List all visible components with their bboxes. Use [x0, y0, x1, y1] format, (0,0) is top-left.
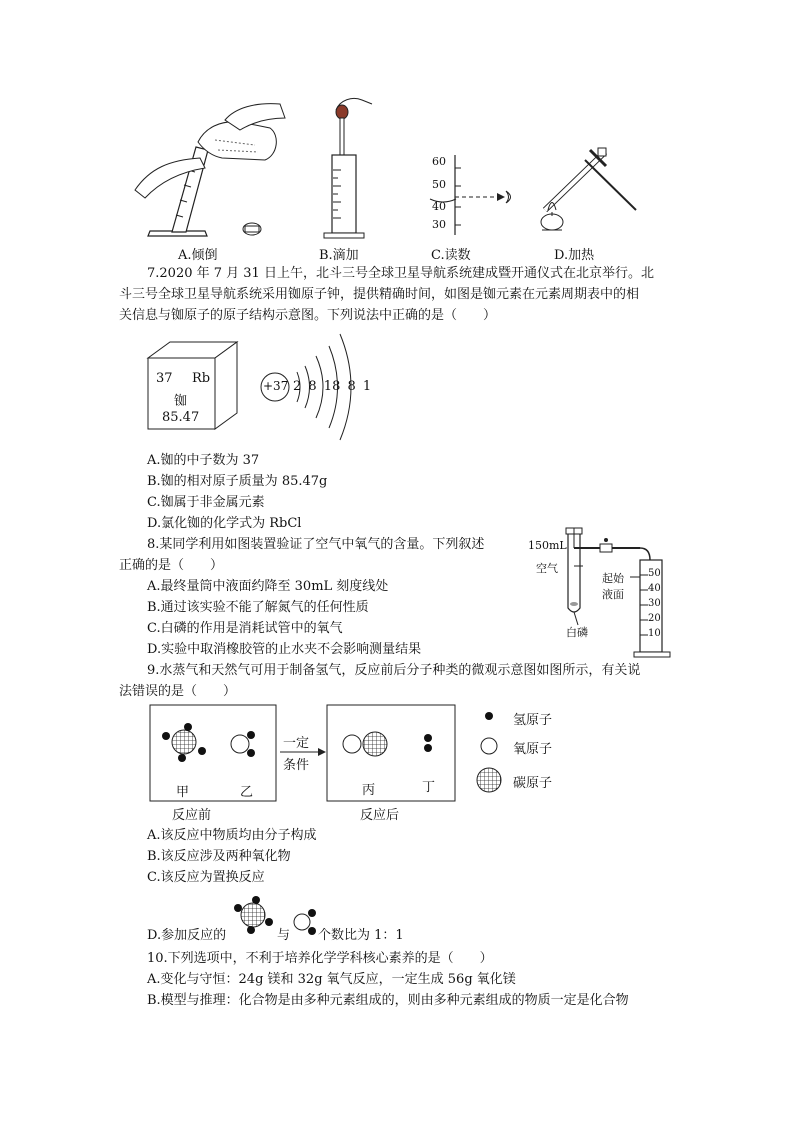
q8-stem-line2: 正确的是（ ） — [119, 558, 224, 573]
start-level-label-1: 起始 — [602, 572, 624, 585]
cylinder-mark-40: 40 — [648, 583, 661, 594]
caption-pouring: A.倾倒 — [178, 248, 218, 263]
element-symbol: Rb — [192, 371, 211, 386]
cylinder-mark-50: 50 — [648, 568, 661, 579]
scale-label-50: 50 — [432, 178, 446, 191]
cylinder-mark-10: 10 — [648, 628, 661, 639]
condition-bottom: 条件 — [283, 758, 310, 773]
air-label: 空气 — [536, 562, 558, 575]
molecule-ding: 丁 — [422, 780, 436, 795]
caption-heating: D.加热 — [554, 248, 595, 263]
after-label: 反应后 — [360, 808, 400, 823]
molecule-yi: 乙 — [240, 785, 254, 800]
q10-stem: 10.下列选项中，不利于培养化学学科核心素养的是（ ） — [147, 951, 493, 966]
atom-shells: 2 8 18 8 1 — [293, 379, 372, 394]
caption-dropping: B.滴加 — [319, 248, 359, 263]
molecule-jia: 甲 — [176, 785, 190, 800]
q7-option-c[interactable]: C.铷属于非金属元素 — [147, 495, 265, 510]
element-number: 37 — [156, 371, 173, 386]
cylinder-mark-20: 20 — [648, 613, 661, 624]
molecule-bing: 丙 — [362, 783, 376, 798]
q9-option-c[interactable]: C.该反应为置换反应 — [147, 870, 265, 885]
element-name: 铷 — [174, 394, 188, 409]
q9-option-d-prefix[interactable]: D.参加反应的 — [147, 928, 227, 943]
before-label: 反应前 — [172, 808, 212, 823]
scale-label-40: 40 — [432, 200, 446, 213]
q7-option-b[interactable]: B.铷的相对原子质量为 85.47g — [147, 474, 328, 489]
tube-volume-label: 150mL — [528, 539, 567, 552]
scale-label-30: 30 — [432, 218, 446, 231]
start-level-label-2: 液面 — [602, 588, 624, 601]
atom-nucleus: +37 — [263, 379, 289, 393]
phosphorus-label: 白磷 — [566, 626, 588, 639]
caption-reading: C.读数 — [431, 248, 471, 263]
cylinder-mark-30: 30 — [648, 598, 661, 609]
q7-stem-line3: 关信息与铷原子的原子结构示意图。下列说法中正确的是（ ） — [119, 308, 497, 323]
q10-option-a[interactable]: A.变化与守恒：24g 镁和 32g 氧气反应，一定生成 56g 氧化镁 — [147, 972, 516, 987]
q9-option-a[interactable]: A.该反应中物质均由分子构成 — [147, 828, 317, 843]
q9-option-d-suffix: 个数比为 1：1 — [318, 928, 404, 943]
scale-label-60: 60 — [432, 155, 446, 168]
q8-stem-line1: 8.某同学利用如图装置验证了空气中氧气的含量。下列叙述 — [147, 537, 485, 552]
q9-stem-line1: 9.水蒸气和天然气可用于制备氢气，反应前后分子种类的微观示意图如图所示，有关说 — [147, 663, 641, 678]
legend-carbon: 碳原子 — [513, 776, 553, 791]
condition-top: 一定 — [283, 736, 310, 751]
q8-option-c[interactable]: C.白磷的作用是消耗试管中的氧气 — [147, 621, 343, 636]
element-mass: 85.47 — [162, 410, 200, 425]
q9-stem-line2: 法错误的是（ ） — [119, 684, 237, 699]
q7-option-a[interactable]: A.铷的中子数为 37 — [147, 453, 260, 468]
q10-option-b[interactable]: B.模型与推理：化合物是由多种元素组成的，则由多种元素组成的物质一定是化合物 — [147, 993, 629, 1008]
legend-hydrogen: 氢原子 — [513, 713, 553, 728]
q7-stem-line1: 7.2020 年 7 月 31 日上午，北斗三号全球卫星导航系统建成暨开通仪式在北京举行。北 — [147, 266, 654, 281]
q7-option-d[interactable]: D.氯化铷的化学式为 RbCl — [147, 516, 302, 531]
q8-option-a[interactable]: A.最终量筒中液面约降至 30mL 刻度线处 — [147, 579, 389, 594]
legend-oxygen: 氧原子 — [513, 742, 553, 757]
q9-option-d-mid: 与 — [277, 928, 291, 943]
q9-option-b[interactable]: B.该反应涉及两种氧化物 — [147, 849, 291, 864]
q8-option-d[interactable]: D.实验中取消橡胶管的止水夹不会影响测量结果 — [147, 642, 422, 657]
q8-option-b[interactable]: B.通过该实验不能了解氮气的任何性质 — [147, 600, 369, 615]
q7-stem-line2: 斗三号全球卫星导航系统采用铷原子钟，提供精确时间，如图是铷元素在元素周期表中的相 — [119, 287, 640, 302]
